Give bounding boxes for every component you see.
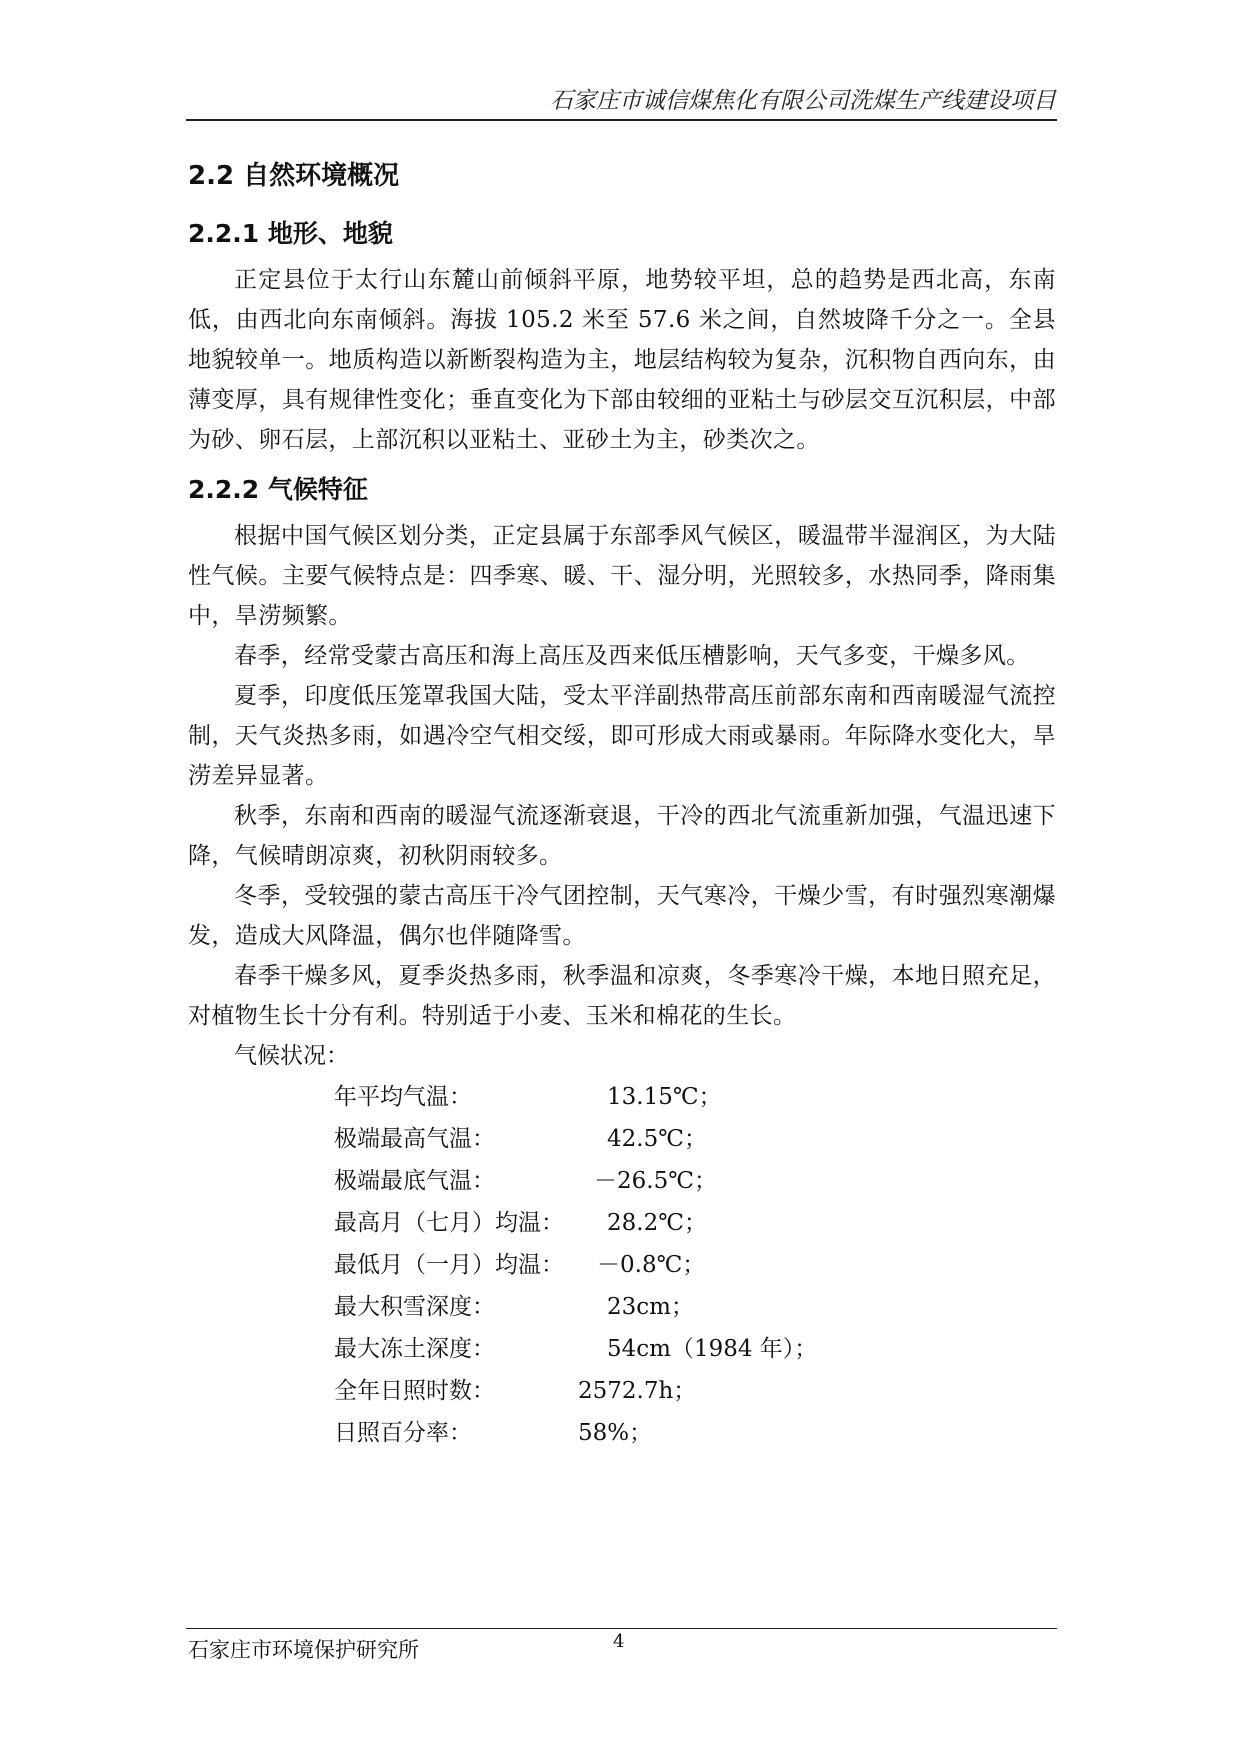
section-heading: 2.2 自然环境概况: [188, 161, 400, 191]
climate-conditions-label: 气候状况：: [234, 1043, 349, 1069]
condition-label: 最大冻土深度：: [334, 1336, 495, 1362]
document-header-title: 石家庄市诚信煤焦化有限公司洗煤生产线建设项目: [550, 88, 1056, 114]
list-item: [188, 1118, 1056, 1160]
footer-divider: [186, 1628, 1057, 1629]
list-item: [188, 1328, 1056, 1370]
climate-conditions-list: [188, 1076, 1056, 1454]
condition-value: 23cm；: [607, 1294, 694, 1320]
page-content: [188, 150, 1056, 1454]
subsection-heading-terrain: 2.2.1 地形、地貌: [188, 219, 393, 248]
condition-label: 最高月（七月）均温：: [334, 1210, 564, 1236]
climate-paragraph-summary: 春季干燥多风，夏季炎热多雨，秋季温和凉爽，冬季寒冷干燥，本地日照充足，对植物生长十分有利。特别适于小麦、玉米和棉花的生长。: [188, 963, 1056, 1029]
list-item: [188, 1286, 1056, 1328]
page-number: 4: [613, 1631, 625, 1652]
list-item: [188, 1244, 1056, 1286]
list-item: [188, 1412, 1056, 1454]
terrain-paragraph: 正定县位于太行山东麓山前倾斜平原，地势较平坦，总的趋势是西北高，东南低，由西北向东南倾斜。海拔 105.2 米至 57.6 米之间，自然坡降千分之一。全县地貌较单一。地质构造以新断裂构造为主，地层结构较为复杂，沉积物自西向东，由薄变厚，具有规律性变化；垂直变化为下部由较细的亚粘土与砂层交互沉积层，中部为砂、卵石层，上部沉积以亚粘土、亚砂土为主，砂类次之。: [188, 267, 1056, 453]
condition-value: 13.15℃；: [607, 1084, 722, 1110]
condition-value: －0.8℃；: [597, 1252, 706, 1278]
list-item: [188, 1202, 1056, 1244]
list-item: [188, 1076, 1056, 1118]
condition-value: 58%；: [578, 1420, 653, 1446]
climate-paragraph: 根据中国气候区划分类，正定县属于东部季风气候区，暖温带半湿润区，为大陆性气候。主要气候特点是：四季寒、暖、干、湿分明，光照较多，水热同季，降雨集中，旱涝频繁。: [188, 523, 1056, 629]
condition-value: 28.2℃；: [607, 1210, 707, 1236]
condition-value: 2572.7h；: [578, 1378, 697, 1404]
condition-label: 年平均气温：: [334, 1084, 472, 1110]
header-divider: [186, 119, 1057, 121]
list-item: [188, 1370, 1056, 1412]
condition-value: 54cm（1984 年）；: [607, 1336, 818, 1362]
condition-value: －26.5℃；: [594, 1168, 717, 1194]
condition-label: 全年日照时数：: [334, 1378, 495, 1404]
condition-label: 极端最高气温：: [334, 1126, 495, 1152]
condition-label: 最大积雪深度：: [334, 1294, 495, 1320]
list-item: [188, 1160, 1056, 1202]
climate-paragraph-spring: 春季，经常受蒙古高压和海上高压及西来低压槽影响，天气多变，干燥多风。: [234, 643, 1030, 669]
climate-paragraph-summer: 夏季，印度低压笼罩我国大陆，受太平洋副热带高压前部东南和西南暖湿气流控制，天气炎热多雨，如遇冷空气相交绥，即可形成大雨或暴雨。年际降水变化大，旱涝差异显著。: [188, 683, 1056, 789]
condition-label: 极端最底气温：: [334, 1168, 495, 1194]
climate-paragraph-winter: 冬季，受较强的蒙古高压干冷气团控制，天气寒冷，干燥少雪，有时强烈寒潮爆发，造成大风降温，偶尔也伴随降雪。: [188, 883, 1056, 949]
condition-label: 日照百分率：: [334, 1420, 472, 1446]
condition-label: 最低月（一月）均温：: [334, 1252, 564, 1278]
condition-value: 42.5℃；: [607, 1126, 707, 1152]
footer-organization: 石家庄市环境保护研究所: [188, 1638, 419, 1662]
subsection-heading-climate: 2.2.2 气候特征: [188, 475, 368, 504]
climate-paragraph-autumn: 秋季，东南和西南的暖湿气流逐渐衰退，干冷的西北气流重新加强，气温迅速下降，气候晴朗凉爽，初秋阴雨较多。: [188, 803, 1056, 869]
